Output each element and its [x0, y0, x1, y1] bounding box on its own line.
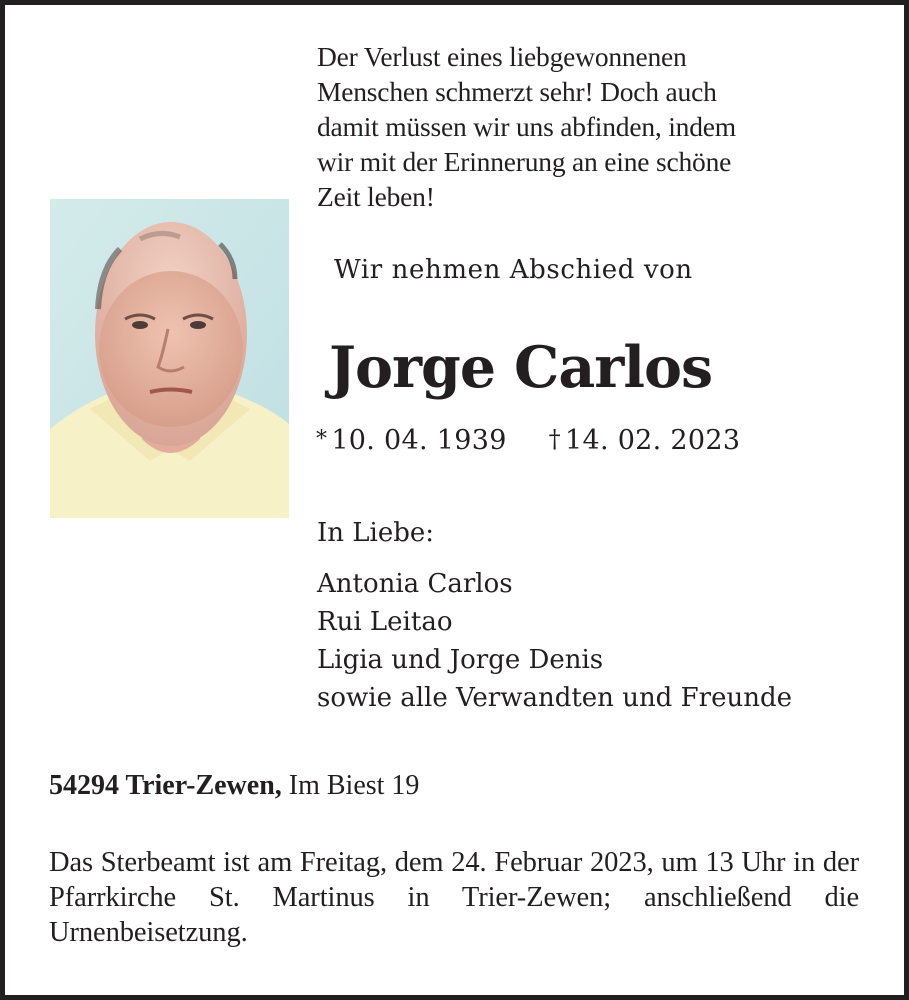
quote-line: Menschen schmerzt sehr! Doch auch	[317, 76, 717, 107]
quote-line: wir mit der Erinnerung an eine schöne	[317, 146, 732, 177]
mourners-label: In Liebe:	[317, 518, 435, 548]
mourners-list	[317, 565, 792, 717]
obituary-card	[5, 5, 904, 995]
mourner-name: sowie alle Verwandten und Freunde	[317, 683, 792, 713]
service-text: Das Sterbeamt ist am Freitag, dem 24. Februar 2023, um 13 Uhr in der Pfarrkirche St. Martinus in Trier-Zewen; anschließend die Urnenbeisetzung.	[49, 847, 859, 948]
quote-line: damit müssen wir uns abfinden, indem	[317, 111, 736, 142]
quote-line: Der Verlust eines liebgewonnenen	[317, 41, 687, 72]
mourner-name: Ligia und Jorge Denis	[317, 645, 604, 675]
address-city: 54294 Trier-Zewen,	[49, 770, 282, 801]
death-cross-icon: †	[548, 425, 561, 453]
portrait-photo	[50, 199, 289, 518]
funeral-service-info	[49, 845, 859, 950]
mourner-name: Antonia Carlos	[317, 569, 513, 599]
portrait-photo-icon	[50, 199, 289, 518]
quote-line: Zeit leben!	[317, 181, 435, 212]
address-street: Im Biest 19	[281, 770, 420, 801]
farewell-intro: Wir nehmen Abschied von	[334, 255, 693, 285]
family-address	[49, 770, 419, 802]
condolence-quote	[317, 39, 736, 214]
death-date: 14. 02. 2023	[564, 425, 741, 456]
birth-star-icon: *	[316, 427, 328, 452]
deceased-name: Jorge Carlos	[329, 334, 713, 401]
mourner-name: Rui Leitao	[317, 607, 453, 637]
life-dates	[316, 425, 740, 456]
birth-date: 10. 04. 1939	[331, 425, 507, 456]
